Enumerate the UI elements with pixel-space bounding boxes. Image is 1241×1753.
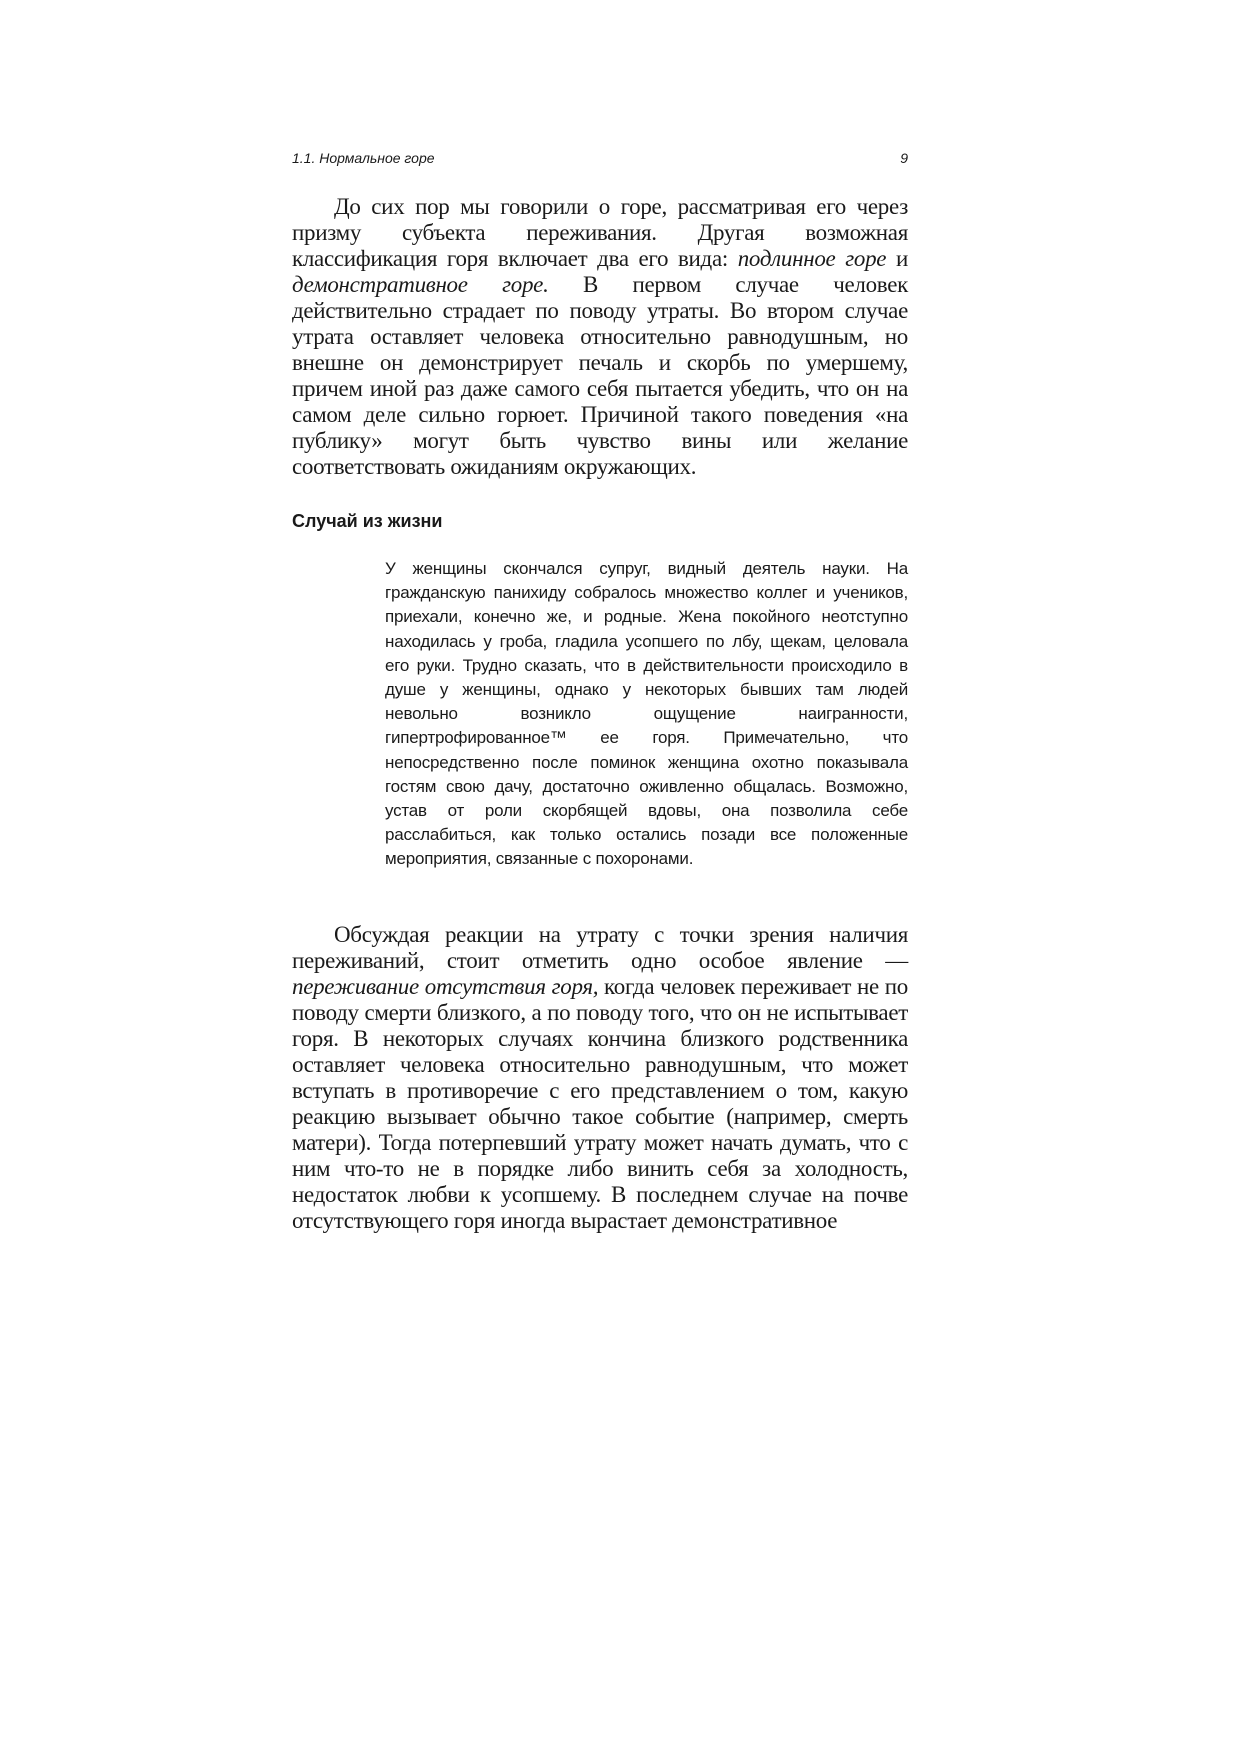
case-study-heading: Случай из жизни xyxy=(292,511,443,531)
paragraph-text: В первом случае человек действительно страдает по поводу утраты. Во втором случае утрата оставляет человека относительно равнодушным, но внешне он демонстрирует печаль и скорбь по умершему, причем иной раз даже самого себя пытается убедить, что он на самом деле сильно горюет. Причиной такого поведения «на публику» могут быть чувство вины или желание соответствовать ожиданиям окружающих. xyxy=(292,272,908,479)
page-number: 9 xyxy=(900,150,908,166)
running-header xyxy=(292,150,908,170)
paragraph-text: когда человек переживает не по поводу смерти близкого, а по поводу того, что он не испытывает горя. В некоторых случаях кончина близкого родственника оставляет человека относительно равнодушным, что может вступать в противоречие с его представлением о том, какую реакцию вызывает обычно такое событие (например, смерть матери). Тогда потерпевший утрату может начать думать, что с ним что-то не в порядке либо винить себя за холодность, недостаток любви к усопшему. В последнем случае на почве отсутствующего горя иногда вырастает демонстративное xyxy=(292,974,909,1233)
italic-term-absence-of-grief: переживание отсутствия горя, xyxy=(292,974,599,999)
italic-term-genuine-grief: подлинное горе xyxy=(737,246,887,271)
section-title: 1.1. Нормальное горе xyxy=(292,150,435,166)
paragraph-genuine-vs-demonstrative-grief xyxy=(292,194,908,480)
paragraph-text: и xyxy=(886,246,908,271)
italic-term-demonstrative-grief: демонстративное горе. xyxy=(292,272,549,297)
paragraph-text: До сих пор мы говорили о горе, рассматривая его через призму субъекта переживания. Другая возможная классификация горя включает два его вида: xyxy=(292,194,908,271)
case-study-text: У женщины скончался супруг, видный деятель науки. На гражданскую панихиду собралось множество коллег и учеников, приехали, конечно же, и родные. Жена покойного неотступно находилась у гроба, гладила усопшего по лбу, щекам, целовала его руки. Трудно сказать, что в действительности происходило в душе у женщины, однако у некоторых бывших там людей невольно возникло ощущение наигранности, гипертрофированное™ ее горя. Примечательно, что непосредственно после поминок женщина охотно показывала гостям свою дачу, достаточно оживленно общалась. Возможно, устав от роли скорбящей вдовы, она позволила себе расслабиться, как только остались позади все положенные мероприятия, связанные с похоронами. xyxy=(385,559,908,869)
paragraph-text: Обсуждая реакции на утрату с точки зрения наличия переживаний, стоит отметить одно особое явление — xyxy=(292,922,908,973)
paragraph-absence-of-grief xyxy=(292,922,908,1234)
